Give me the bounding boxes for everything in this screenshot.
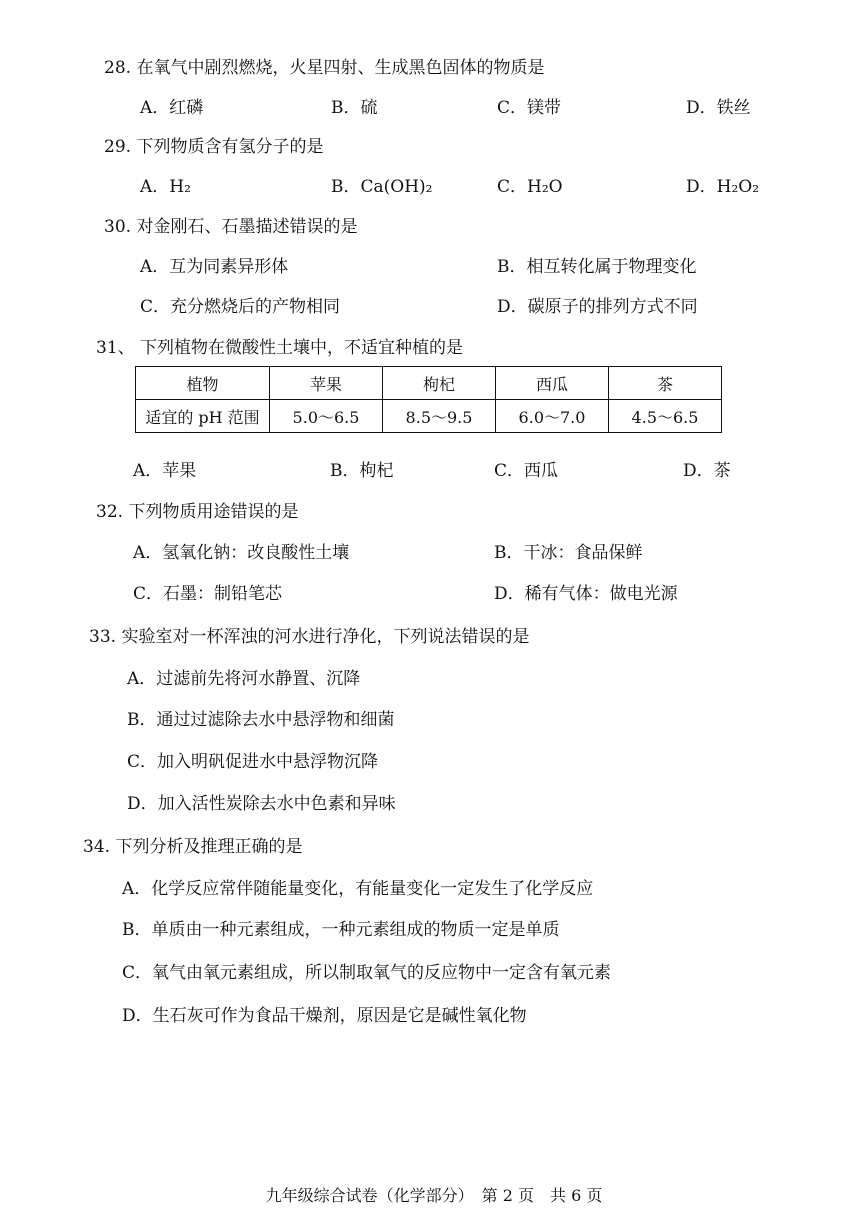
question-stem: 实验室对一杯浑浊的河水进行净化，下列说法错误的是 — [121, 627, 530, 647]
table-cell: 6.0～7.0 — [496, 400, 609, 433]
q29-option-d[interactable]: D．H₂O₂ — [686, 177, 760, 197]
table-cell: 茶 — [609, 367, 722, 400]
q33-option-b[interactable]: B．通过过滤除去水中悬浮物和细菌 — [127, 710, 395, 730]
q28-option-d[interactable]: D．铁丝 — [686, 98, 751, 118]
q34-option-d[interactable]: D．生石灰可作为食品干燥剂，原因是它是碱性氧化物 — [122, 1006, 527, 1026]
question-stem: 下列物质含有氢分子的是 — [136, 137, 324, 157]
question-stem: 下列植物在微酸性土壤中，不适宜种植的是 — [140, 338, 464, 358]
question-28 — [104, 57, 544, 79]
question-number: 28. — [104, 58, 132, 78]
q29-option-c[interactable]: C．H₂O — [497, 177, 563, 197]
q33-option-d[interactable]: D．加入活性炭除去水中色素和异味 — [127, 794, 396, 814]
question-stem: 下列物质用途错误的是 — [128, 502, 299, 522]
q31-option-b[interactable]: B．枸杞 — [330, 461, 394, 481]
question-number: 31、 — [96, 338, 135, 358]
table-cell: 苹果 — [270, 367, 383, 400]
q34-option-a[interactable]: A．化学反应常伴随能量变化，有能量变化一定发生了化学反应 — [122, 879, 594, 899]
q29-option-a[interactable]: A．H₂ — [140, 177, 191, 197]
question-number: 33. — [89, 627, 117, 647]
q33-option-a[interactable]: A．过滤前先将河水静置、沉降 — [127, 669, 361, 689]
q31-option-a[interactable]: A．苹果 — [133, 461, 197, 481]
question-33 — [89, 626, 529, 648]
q31-option-d[interactable]: D．茶 — [683, 461, 731, 481]
table-header-plant: 植物 — [136, 367, 270, 400]
table-cell: 西瓜 — [496, 367, 609, 400]
question-stem: 对金刚石、石墨描述错误的是 — [136, 217, 358, 237]
ph-range-table — [135, 366, 722, 433]
table-cell: 枸杞 — [383, 367, 496, 400]
q34-option-b[interactable]: B．单质由一种元素组成，一种元素组成的物质一定是单质 — [122, 920, 560, 940]
question-number: 29. — [104, 137, 132, 157]
q32-option-b[interactable]: B．干冰：食品保鲜 — [494, 543, 643, 563]
q32-option-c[interactable]: C．石墨：制铅笔芯 — [133, 584, 283, 604]
question-number: 32. — [96, 502, 124, 522]
table-cell: 8.5～9.5 — [383, 400, 496, 433]
table-row — [136, 400, 722, 433]
q30-option-a[interactable]: A．互为同素异形体 — [140, 257, 289, 277]
q28-option-c[interactable]: C．镁带 — [497, 98, 562, 118]
q33-option-c[interactable]: C．加入明矾促进水中悬浮物沉降 — [127, 752, 379, 772]
q31-option-c[interactable]: C．西瓜 — [494, 461, 559, 481]
table-cell: 5.0～6.5 — [270, 400, 383, 433]
q34-option-c[interactable]: C．氧气由氧元素组成，所以制取氧气的反应物中一定含有氧元素 — [122, 963, 612, 983]
question-32 — [96, 501, 298, 523]
question-stem: 下列分析及推理正确的是 — [115, 837, 303, 857]
q28-option-b[interactable]: B．硫 — [331, 98, 378, 118]
question-number: 34. — [83, 837, 111, 857]
q32-option-a[interactable]: A．氢氧化钠：改良酸性土壤 — [133, 543, 350, 563]
q28-option-a[interactable]: A．红磷 — [140, 98, 204, 118]
q32-option-d[interactable]: D．稀有气体：做电光源 — [494, 584, 678, 604]
question-number: 30. — [104, 217, 132, 237]
question-29 — [104, 136, 323, 158]
q29-option-b[interactable]: B．Ca(OH)₂ — [331, 177, 433, 197]
question-31 — [96, 337, 463, 359]
table-row — [136, 367, 722, 400]
question-30 — [104, 216, 357, 238]
question-stem: 在氧气中剧烈燃烧，火星四射、生成黑色固体的物质是 — [136, 58, 545, 78]
page-footer: 九年级综合试卷（化学部分） 第 2 页 共 6 页 — [265, 1186, 603, 1205]
question-34 — [83, 836, 302, 858]
q30-option-b[interactable]: B．相互转化属于物理变化 — [497, 257, 697, 277]
table-cell: 4.5～6.5 — [609, 400, 722, 433]
q30-option-c[interactable]: C．充分燃烧后的产物相同 — [140, 297, 341, 317]
q30-option-d[interactable]: D．碳原子的排列方式不同 — [497, 297, 698, 317]
table-header-ph: 适宜的 pH 范围 — [136, 400, 270, 433]
